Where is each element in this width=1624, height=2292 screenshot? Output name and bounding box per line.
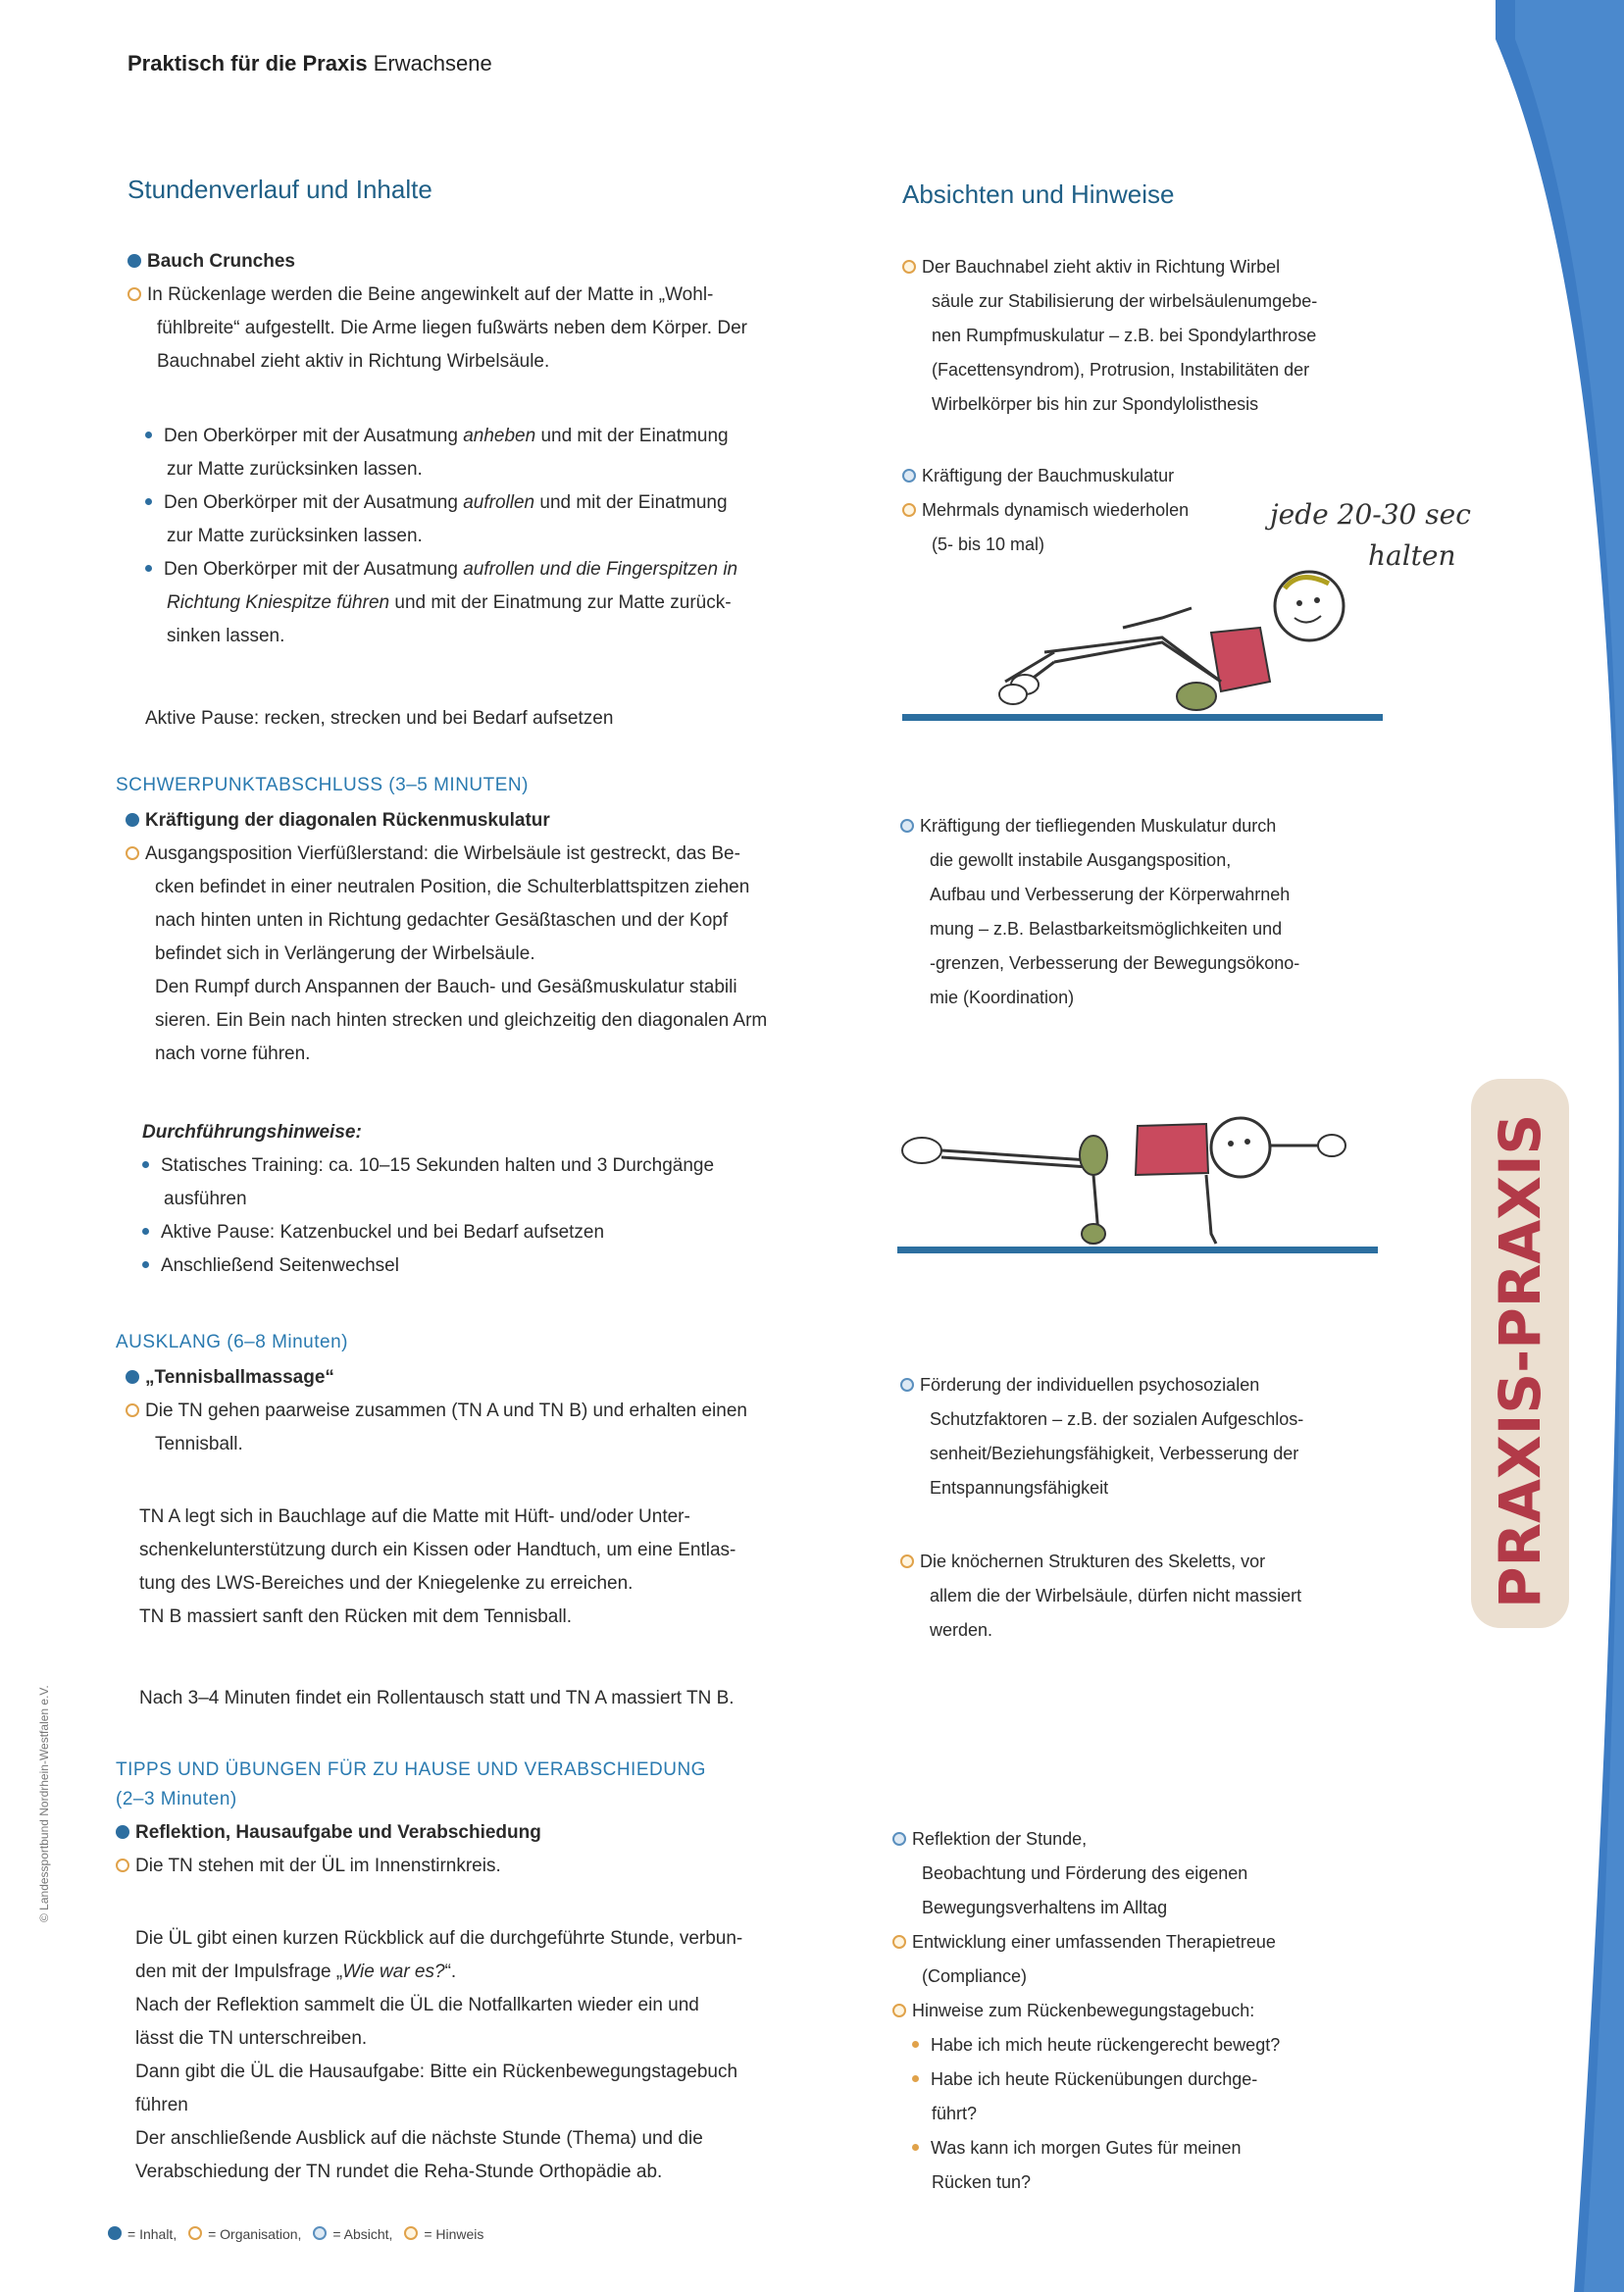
note-line: Hinweise zum Rückenbewegungstagebuch: (912, 2001, 1255, 2020)
schwerpunkt-heading: SCHWERPUNKTABSCHLUSS (3–5 MINUTEN) (116, 775, 529, 795)
bullet-text: zur Matte zurücksinken lassen. (167, 459, 423, 480)
bullet-text: und mit der Einatmung (535, 426, 729, 446)
hint-line: ausführen (164, 1189, 247, 1209)
text-line: Nach der Reflektion sammelt die ÜL die Notfallkarten wieder ein und (135, 1995, 699, 2015)
hint-line: Aktive Pause: Katzenbuckel und bei Bedarf aufsetzen (161, 1222, 605, 1243)
note-line: Kräftigung der tiefliegenden Muskulatur durch (920, 816, 1277, 836)
tipps-block-2 (135, 1922, 900, 2189)
text-line: befindet sich in Verlängerung der Wirbelsäule. (155, 943, 535, 964)
footer-legend (108, 2226, 483, 2242)
copyright-vertical: © Landessportbund Nordrhein-Westfalen e.V. (37, 1685, 51, 1922)
note-line: Beobachtung und Förderung des eigenen (922, 1863, 1248, 1883)
hints-title: Durchführungshinweise: (142, 1122, 362, 1143)
right-column-heading: Absichten und Hinweise (902, 179, 1175, 209)
absicht-icon (900, 1378, 914, 1392)
absicht-icon (313, 2226, 327, 2240)
crunches-title: Bauch Crunches (147, 251, 295, 272)
text-emph: Wie war es? (342, 1961, 445, 1982)
bullet-icon (145, 498, 152, 505)
note-line: Bewegungsverhaltens im Alltag (922, 1898, 1168, 1917)
tipps-heading-line: TIPPS UND ÜBUNGEN FÜR ZU HAUSE UND VERABSCHIEDUNG (116, 1759, 706, 1780)
organisation-icon (126, 1403, 139, 1417)
text-line: Der anschließende Ausblick auf die nächste Stunde (Thema) und die (135, 2128, 703, 2149)
tipps-heading (116, 1756, 706, 1814)
note-line: Aufbau und Verbesserung der Körperwahrneh (930, 885, 1291, 904)
bullet-emph: aufrollen und die Fingerspitzen in (463, 559, 738, 580)
text-line: TN B massiert sanft den Rücken mit dem Tennisball. (139, 1606, 573, 1627)
band-logo-text: PRAXIS-PRAXIS (1487, 1113, 1553, 1608)
text-line: TN A legt sich in Bauchlage auf die Matte mit Hüft- und/oder Unter- (139, 1506, 690, 1527)
bullet-icon (145, 565, 152, 572)
hinweis-icon (902, 260, 916, 274)
note-line: Schutzfaktoren – z.B. der sozialen Aufgeschlos- (930, 1409, 1304, 1429)
note-line: Kräftigung der Bauchmuskulatur (922, 466, 1175, 485)
right-ausklang-note (900, 1368, 1410, 1505)
handwritten-note-1: jede 20-30 sec (1270, 498, 1471, 531)
legend-absicht: = Absicht, (332, 2226, 393, 2242)
text-line: Die TN stehen mit der ÜL im Innenstirnkreis. (135, 1856, 501, 1876)
schwerpunkt-hints (142, 1116, 888, 1283)
absicht-icon (902, 469, 916, 483)
text-line: Die TN gehen paarweise zusammen (TN A und TN B) und erhalten einen (145, 1401, 747, 1421)
ausklang-rollentausch: Nach 3–4 Minuten findet ein Rollentausch statt und TN A massiert TN B. (139, 1688, 735, 1708)
bullet-text: sinken lassen. (167, 626, 285, 646)
bullet-icon (142, 1261, 149, 1268)
right-crunches-note (902, 250, 1412, 422)
band-logo (1461, 1079, 1579, 1628)
tipps-block (116, 1816, 881, 1883)
schwerpunkt-title: Kräftigung der diagonalen Rückenmuskulatur (145, 810, 550, 831)
text-line: lässt die TN unterschreiben. (135, 2028, 368, 2049)
header-rest: Erwachsene (373, 51, 492, 76)
right-ausklang-note-2 (900, 1545, 1410, 1648)
header-bold: Praktisch für die Praxis (127, 51, 368, 76)
bullet-icon (142, 1161, 149, 1168)
inhalt-icon (127, 254, 141, 268)
inhalt-icon (126, 813, 139, 827)
note-line: Mehrmals dynamisch wiederholen (922, 500, 1190, 520)
bullet-text: zur Matte zurücksinken lassen. (167, 526, 423, 546)
note-line: Der Bauchnabel zieht aktiv in Richtung Wirbel (922, 257, 1281, 277)
note-line: (5- bis 10 mal) (932, 535, 1045, 554)
right-schwerpunkt-note (900, 809, 1410, 1015)
inhalt-icon (116, 1825, 129, 1839)
text-line: cken befindet in einer neutralen Position, die Schulterblattspitzen ziehen (155, 877, 750, 897)
note-line: Entspannungsfähigkeit (930, 1478, 1109, 1498)
handwritten-note-2: halten (1368, 539, 1456, 572)
text-line: schenkelunterstützung durch ein Kissen oder Handtuch, um eine Entlas- (139, 1540, 736, 1560)
hint-line: Anschließend Seitenwechsel (161, 1255, 399, 1276)
crunches-bullets (145, 420, 890, 653)
page-header (127, 51, 492, 76)
note-line: die gewollt instabile Ausgangsposition, (930, 850, 1232, 870)
question-line: Rücken tun? (932, 2172, 1032, 2192)
crunch-figure-illustration (897, 559, 1388, 731)
hint-line: Statisches Training: ca. 10–15 Sekunden halten und 3 Durchgänge (161, 1155, 715, 1176)
bullet-text: Den Oberkörper mit der Ausatmung (164, 426, 464, 446)
crunches-intro-line: fühlbreite“ aufgestellt. Die Arme liegen fußwärts neben dem Körper. Der (157, 318, 747, 338)
inhalt-icon (108, 2226, 122, 2240)
crunches-pause: Aktive Pause: recken, strecken und bei Bedarf aufsetzen (145, 708, 614, 729)
bullet-text: Den Oberkörper mit der Ausatmung (164, 559, 464, 580)
bullet-icon (142, 1228, 149, 1235)
bullet-text: Den Oberkörper mit der Ausatmung (164, 492, 464, 513)
hinweis-icon (404, 2226, 418, 2240)
note-line: werden. (930, 1620, 993, 1640)
left-column-heading: Stundenverlauf und Inhalte (127, 175, 432, 204)
note-line: säule zur Stabilisierung der wirbelsäulenumgebe- (932, 291, 1318, 311)
text-line: Verabschiedung der TN rundet die Reha-Stunde Orthopädie ab. (135, 2162, 663, 2182)
text-line: nach hinten unten in Richtung gedachter Gesäßtaschen und der Kopf (155, 910, 729, 931)
text-line: führen (135, 2095, 188, 2115)
bullet-icon (912, 2075, 919, 2082)
hinweis-icon (892, 2004, 906, 2017)
text-line: Tennisball. (155, 1434, 243, 1454)
legend-hinweis: = Hinweis (424, 2226, 484, 2242)
note-line: Wirbelkörper bis hin zur Spondylolisthesis (932, 394, 1259, 414)
question-line: führt? (932, 2104, 978, 2123)
text-line: Ausgangsposition Vierfüßlerstand: die Wirbelsäule ist gestreckt, das Be- (145, 843, 740, 864)
bullet-icon (912, 2041, 919, 2048)
hinweis-icon (892, 1935, 906, 1949)
note-line: mie (Koordination) (930, 988, 1075, 1007)
text-line: nach vorne führen. (155, 1044, 311, 1064)
ausklang-heading: AUSKLANG (6–8 Minuten) (116, 1332, 348, 1352)
inhalt-icon (126, 1370, 139, 1384)
tipps-title: Reflektion, Hausaufgabe und Verabschiedung (135, 1822, 541, 1843)
quadruped-figure-illustration (892, 1106, 1383, 1263)
crunches-intro-line: Bauchnabel zieht aktiv in Richtung Wirbelsäule. (157, 351, 550, 372)
note-line: senheit/Beziehungsfähigkeit, Verbesserung der (930, 1444, 1299, 1463)
note-line: -grenzen, Verbesserung der Bewegungsökono- (930, 953, 1300, 973)
note-line: allem die der Wirbelsäule, dürfen nicht massiert (930, 1586, 1302, 1605)
absicht-icon (892, 1832, 906, 1846)
organisation-icon (116, 1859, 129, 1872)
hinweis-icon (902, 503, 916, 517)
organisation-icon (126, 846, 139, 860)
note-line: Die knöchernen Strukturen des Skeletts, vor (920, 1552, 1266, 1571)
legend-organisation: = Organisation, (208, 2226, 302, 2242)
text-line: tung des LWS-Bereiches und der Kniegelenke zu erreichen. (139, 1573, 634, 1594)
bullet-icon (145, 432, 152, 438)
note-line: Reflektion der Stunde, (912, 1829, 1088, 1849)
hinweis-icon (900, 1554, 914, 1568)
legend-inhalt: = Inhalt, (127, 2226, 178, 2242)
absicht-icon (900, 819, 914, 833)
note-line: Entwicklung einer umfassenden Therapietreue (912, 1932, 1276, 1952)
text-line: Dann gibt die ÜL die Hausaufgabe: Bitte ein Rückenbewegungstagebuch (135, 2062, 738, 2082)
schwerpunkt-block (126, 804, 890, 1071)
ausklang-block (126, 1361, 890, 1461)
ausklang-title: „Tennisballmassage“ (145, 1367, 334, 1388)
bullet-text: und mit der Einatmung (534, 492, 728, 513)
tipps-heading-line: (2–3 Minuten) (116, 1789, 237, 1809)
bullet-emph: aufrollen (463, 492, 535, 513)
text-line: den mit der Impulsfrage „ (135, 1961, 343, 1982)
bullet-icon (912, 2144, 919, 2151)
organisation-icon (188, 2226, 202, 2240)
right-tipps-note (892, 1822, 1402, 2200)
bullet-emph: Richtung Kniespitze führen (167, 592, 390, 613)
note-line: (Facettensyndrom), Protrusion, Instabilitäten der (932, 360, 1310, 380)
question-line: Habe ich mich heute rückengerecht bewegt? (931, 2035, 1281, 2055)
text-line: sieren. Ein Bein nach hinten strecken und gleichzeitig den diagonalen Arm (155, 1010, 768, 1031)
text-line: “. (444, 1961, 457, 1982)
crunches-intro-line: In Rückenlage werden die Beine angewinkelt auf der Matte in „Wohl- (147, 284, 714, 305)
note-line: Förderung der individuellen psychosozialen (920, 1375, 1260, 1395)
bullet-text: und mit der Einatmung zur Matte zurück- (389, 592, 732, 613)
bullet-emph: anheben (463, 426, 536, 446)
note-line: (Compliance) (922, 1966, 1028, 1986)
text-line: Den Rumpf durch Anspannen der Bauch- und Gesäßmuskulatur stabili (155, 977, 737, 997)
question-line: Was kann ich morgen Gutes für meinen (931, 2138, 1242, 2158)
note-line: nen Rumpfmuskulatur – z.B. bei Spondylarthrose (932, 326, 1317, 345)
question-line: Habe ich heute Rückenübungen durchge- (931, 2069, 1258, 2089)
note-line: mung – z.B. Belastbarkeitsmöglichkeiten und (930, 919, 1283, 939)
organisation-icon (127, 287, 141, 301)
text-line: Die ÜL gibt einen kurzen Rückblick auf die durchgeführte Stunde, verbun- (135, 1928, 743, 1949)
ausklang-block-2 (139, 1501, 904, 1634)
crunches-block (127, 245, 892, 379)
